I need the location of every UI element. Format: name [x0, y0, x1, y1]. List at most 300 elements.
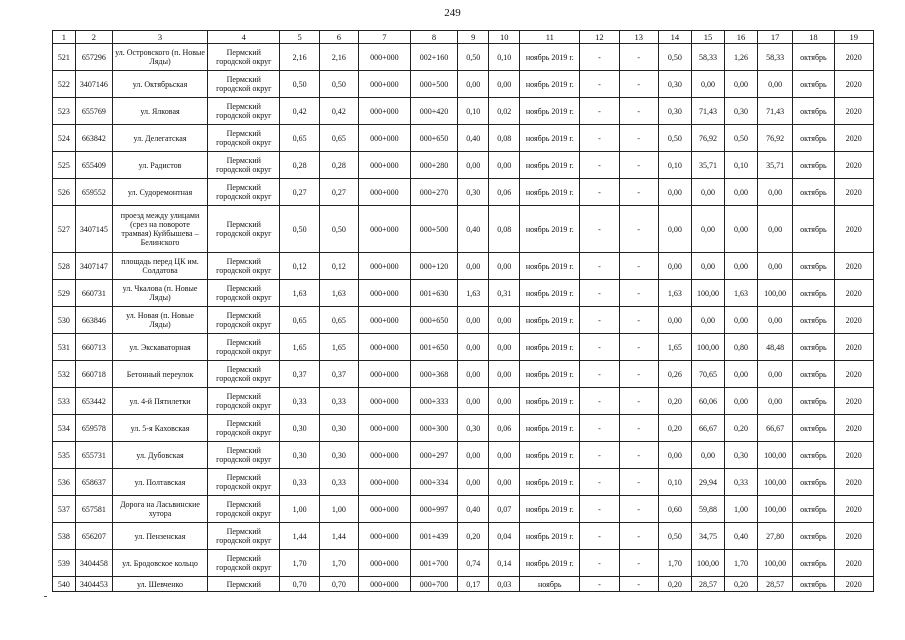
normal-share: 76,92: [691, 125, 724, 152]
due-year: 2020: [834, 469, 873, 496]
inspection-date: ноябрь 2019 г.: [520, 125, 580, 152]
normal-length: 0,20: [658, 388, 691, 415]
row-number: 532: [53, 361, 76, 388]
target-length: 0,80: [724, 334, 757, 361]
due-year: 2020: [834, 152, 873, 179]
repaired-share: 0,00: [489, 388, 520, 415]
table-row: [53, 98, 874, 125]
normal-length: 0,30: [658, 98, 691, 125]
row-number: 525: [53, 152, 76, 179]
column-header: 9: [458, 31, 489, 44]
district-name: Пермский городской округ: [208, 469, 280, 496]
inspection-date: ноябрь 2019 г.: [520, 388, 580, 415]
total-length: 1,65: [280, 334, 319, 361]
road-id: 657581: [75, 496, 112, 523]
target-length: 0,10: [724, 152, 757, 179]
end-km: 000+420: [410, 98, 458, 125]
row-number: 540: [53, 577, 76, 592]
col-12: -: [580, 523, 619, 550]
repaired-length: 0,17: [458, 577, 489, 592]
total-length: 0,30: [280, 442, 319, 469]
start-km: 000+000: [359, 415, 411, 442]
col-12: -: [580, 152, 619, 179]
length-km: 0,30: [319, 415, 358, 442]
col-13: -: [619, 442, 658, 469]
length-km: 0,65: [319, 307, 358, 334]
repaired-share: 0,04: [489, 523, 520, 550]
col-13: -: [619, 361, 658, 388]
target-length: 0,20: [724, 415, 757, 442]
inspection-date: ноябрь 2019 г.: [520, 496, 580, 523]
target-length: 0,40: [724, 523, 757, 550]
repaired-share: 0,03: [489, 577, 520, 592]
end-km: 002+160: [410, 44, 458, 71]
total-length: 0,27: [280, 179, 319, 206]
target-share: 100,00: [758, 280, 793, 307]
col-13: -: [619, 206, 658, 253]
start-km: 000+000: [359, 496, 411, 523]
repaired-length: 0,30: [458, 415, 489, 442]
district-name: Пермский городской округ: [208, 179, 280, 206]
target-share: 28,57: [758, 577, 793, 592]
end-km: 000+297: [410, 442, 458, 469]
normal-length: 0,00: [658, 179, 691, 206]
road-id: 3404453: [75, 577, 112, 592]
col-12: -: [580, 307, 619, 334]
street-name: проезд между улицами (срез на повороте трамвая) Куйбышева – Белинского: [112, 206, 207, 253]
target-length: 0,50: [724, 125, 757, 152]
road-id: 658637: [75, 469, 112, 496]
due-month: октябрь: [793, 280, 834, 307]
target-length: 0,00: [724, 71, 757, 98]
target-share: 0,00: [758, 206, 793, 253]
normal-share: 29,94: [691, 469, 724, 496]
repaired-length: 0,40: [458, 206, 489, 253]
start-km: 000+000: [359, 523, 411, 550]
table-row: [53, 523, 874, 550]
district-name: Пермский городской округ: [208, 71, 280, 98]
normal-share: 100,00: [691, 550, 724, 577]
row-number: 527: [53, 206, 76, 253]
repaired-length: 0,00: [458, 253, 489, 280]
due-year: 2020: [834, 307, 873, 334]
normal-length: 0,20: [658, 577, 691, 592]
col-12: -: [580, 415, 619, 442]
col-13: -: [619, 280, 658, 307]
length-km: 0,27: [319, 179, 358, 206]
normal-length: 0,00: [658, 253, 691, 280]
repaired-share: 0,31: [489, 280, 520, 307]
col-12: -: [580, 334, 619, 361]
length-km: 0,70: [319, 577, 358, 592]
col-13: -: [619, 388, 658, 415]
inspection-date: ноябрь 2019 г.: [520, 361, 580, 388]
table-row: [53, 253, 874, 280]
due-month: октябрь: [793, 125, 834, 152]
normal-share: 0,00: [691, 71, 724, 98]
street-name: ул. Бродовское кольцо: [112, 550, 207, 577]
due-month: октябрь: [793, 415, 834, 442]
district-name: Пермский городской округ: [208, 280, 280, 307]
road-id: 659552: [75, 179, 112, 206]
normal-share: 58,33: [691, 44, 724, 71]
inspection-date: ноябрь 2019 г.: [520, 334, 580, 361]
street-name: ул. Островского (п. Новые Ляды): [112, 44, 207, 71]
length-km: 0,50: [319, 71, 358, 98]
repaired-share: 0,06: [489, 179, 520, 206]
due-year: 2020: [834, 44, 873, 71]
inspection-date: ноябрь 2019 г.: [520, 523, 580, 550]
inspection-date: ноябрь 2019 г.: [520, 71, 580, 98]
start-km: 000+000: [359, 280, 411, 307]
length-km: 0,12: [319, 253, 358, 280]
end-km: 000+333: [410, 388, 458, 415]
length-km: 0,33: [319, 388, 358, 415]
road-id: 653442: [75, 388, 112, 415]
district-name: Пермский городской округ: [208, 496, 280, 523]
street-name: Дорога на Ласьвинские хутора: [112, 496, 207, 523]
end-km: 000+300: [410, 415, 458, 442]
repaired-share: 0,00: [489, 469, 520, 496]
normal-share: 66,67: [691, 415, 724, 442]
col-12: -: [580, 71, 619, 98]
target-share: 0,00: [758, 71, 793, 98]
total-length: 0,30: [280, 415, 319, 442]
total-length: 0,12: [280, 253, 319, 280]
end-km: 000+270: [410, 179, 458, 206]
street-name: ул. Ялковая: [112, 98, 207, 125]
district-name: Пермский городской округ: [208, 388, 280, 415]
total-length: 0,42: [280, 98, 319, 125]
length-km: 0,30: [319, 442, 358, 469]
repaired-length: 0,74: [458, 550, 489, 577]
street-name: ул. Полтавская: [112, 469, 207, 496]
repaired-length: 0,00: [458, 388, 489, 415]
length-km: 1,65: [319, 334, 358, 361]
column-header: 10: [489, 31, 520, 44]
target-length: 0,30: [724, 98, 757, 125]
length-km: 0,33: [319, 469, 358, 496]
street-name: ул. Судоремонтная: [112, 179, 207, 206]
due-year: 2020: [834, 523, 873, 550]
district-name: Пермский: [208, 577, 280, 592]
end-km: 000+334: [410, 469, 458, 496]
district-name: Пермский городской округ: [208, 125, 280, 152]
road-id: 663846: [75, 307, 112, 334]
repaired-length: 0,40: [458, 496, 489, 523]
end-km: 000+997: [410, 496, 458, 523]
target-share: 100,00: [758, 469, 793, 496]
table-row: [53, 361, 874, 388]
end-km: 000+500: [410, 206, 458, 253]
row-number: 524: [53, 125, 76, 152]
road-id: 657296: [75, 44, 112, 71]
due-month: октябрь: [793, 98, 834, 125]
street-name: ул. Пензенская: [112, 523, 207, 550]
normal-length: 0,00: [658, 442, 691, 469]
street-name: ул. Шевченко: [112, 577, 207, 592]
total-length: 0,50: [280, 71, 319, 98]
total-length: 0,70: [280, 577, 319, 592]
col-13: -: [619, 253, 658, 280]
column-header: 2: [75, 31, 112, 44]
table-row: [53, 152, 874, 179]
normal-share: 100,00: [691, 334, 724, 361]
col-13: -: [619, 469, 658, 496]
total-length: 2,16: [280, 44, 319, 71]
street-name: ул. Радистов: [112, 152, 207, 179]
target-share: 0,00: [758, 388, 793, 415]
due-year: 2020: [834, 71, 873, 98]
table-row: [53, 206, 874, 253]
end-km: 000+650: [410, 307, 458, 334]
column-header: 13: [619, 31, 658, 44]
target-share: 58,33: [758, 44, 793, 71]
start-km: 000+000: [359, 577, 411, 592]
due-month: октябрь: [793, 577, 834, 592]
column-header: 1: [53, 31, 76, 44]
end-km: 001+700: [410, 550, 458, 577]
col-13: -: [619, 179, 658, 206]
target-length: 0,30: [724, 442, 757, 469]
target-share: 48,48: [758, 334, 793, 361]
col-13: -: [619, 334, 658, 361]
col-12: -: [580, 179, 619, 206]
column-header: 16: [724, 31, 757, 44]
total-length: 1,63: [280, 280, 319, 307]
street-name: ул. 5-я Каховская: [112, 415, 207, 442]
table-row: [53, 496, 874, 523]
street-name: Бетонный переулок: [112, 361, 207, 388]
table-row: [53, 415, 874, 442]
repaired-length: 0,00: [458, 334, 489, 361]
col-12: -: [580, 469, 619, 496]
repaired-length: 0,00: [458, 307, 489, 334]
normal-share: 0,00: [691, 253, 724, 280]
col-12: -: [580, 496, 619, 523]
end-km: 000+120: [410, 253, 458, 280]
column-header: 6: [319, 31, 358, 44]
row-number: 521: [53, 44, 76, 71]
normal-share: 0,00: [691, 307, 724, 334]
repaired-share: 0,02: [489, 98, 520, 125]
inspection-date: ноябрь 2019 г.: [520, 280, 580, 307]
normal-length: 0,20: [658, 415, 691, 442]
column-header: 7: [359, 31, 411, 44]
length-km: 0,37: [319, 361, 358, 388]
column-header: 4: [208, 31, 280, 44]
target-share: 100,00: [758, 550, 793, 577]
end-km: 001+630: [410, 280, 458, 307]
start-km: 000+000: [359, 550, 411, 577]
end-km: 000+700: [410, 577, 458, 592]
due-month: октябрь: [793, 307, 834, 334]
district-name: Пермский городской округ: [208, 98, 280, 125]
column-header: 5: [280, 31, 319, 44]
inspection-date: ноябрь 2019 г.: [520, 442, 580, 469]
due-month: октябрь: [793, 550, 834, 577]
repaired-length: 0,40: [458, 125, 489, 152]
inspection-date: ноябрь 2019 г.: [520, 469, 580, 496]
length-km: 2,16: [319, 44, 358, 71]
repaired-share: 0,00: [489, 152, 520, 179]
due-month: октябрь: [793, 206, 834, 253]
target-length: 0,00: [724, 253, 757, 280]
total-length: 0,37: [280, 361, 319, 388]
row-number: 526: [53, 179, 76, 206]
due-month: октябрь: [793, 253, 834, 280]
column-header: 11: [520, 31, 580, 44]
table-row: [53, 71, 874, 98]
street-name: ул. Дубовская: [112, 442, 207, 469]
row-number: 533: [53, 388, 76, 415]
col-13: -: [619, 523, 658, 550]
length-km: 1,00: [319, 496, 358, 523]
column-header: 19: [834, 31, 873, 44]
street-name: ул. Экскаваторная: [112, 334, 207, 361]
total-length: 0,65: [280, 307, 319, 334]
target-length: 0,20: [724, 577, 757, 592]
inspection-date: ноябрь 2019 г.: [520, 550, 580, 577]
target-length: 1,00: [724, 496, 757, 523]
due-month: октябрь: [793, 44, 834, 71]
due-year: 2020: [834, 206, 873, 253]
col-13: -: [619, 577, 658, 592]
repaired-share: 0,10: [489, 44, 520, 71]
due-month: октябрь: [793, 361, 834, 388]
row-number: 522: [53, 71, 76, 98]
repaired-length: 0,30: [458, 179, 489, 206]
table-row: [53, 334, 874, 361]
total-length: 1,70: [280, 550, 319, 577]
row-number: 534: [53, 415, 76, 442]
street-name: ул. Делегатская: [112, 125, 207, 152]
table-row: [53, 125, 874, 152]
col-12: -: [580, 98, 619, 125]
length-km: 0,50: [319, 206, 358, 253]
col-12: -: [580, 206, 619, 253]
inspection-date: ноябрь 2019 г.: [520, 152, 580, 179]
road-register-table: [52, 30, 874, 592]
table-row: [53, 179, 874, 206]
normal-length: 0,00: [658, 307, 691, 334]
district-name: Пермский городской округ: [208, 415, 280, 442]
col-12: -: [580, 280, 619, 307]
district-name: Пермский городской округ: [208, 44, 280, 71]
total-length: 0,28: [280, 152, 319, 179]
target-length: 0,33: [724, 469, 757, 496]
row-number: 531: [53, 334, 76, 361]
column-header: 14: [658, 31, 691, 44]
table-row: [53, 388, 874, 415]
due-year: 2020: [834, 125, 873, 152]
length-km: 0,65: [319, 125, 358, 152]
normal-length: 0,26: [658, 361, 691, 388]
col-13: -: [619, 44, 658, 71]
due-month: октябрь: [793, 179, 834, 206]
due-month: октябрь: [793, 442, 834, 469]
target-share: 76,92: [758, 125, 793, 152]
target-share: 100,00: [758, 442, 793, 469]
due-month: октябрь: [793, 523, 834, 550]
start-km: 000+000: [359, 179, 411, 206]
repaired-share: 0,00: [489, 253, 520, 280]
start-km: 000+000: [359, 334, 411, 361]
normal-length: 0,10: [658, 469, 691, 496]
target-share: 0,00: [758, 307, 793, 334]
repaired-length: 1,63: [458, 280, 489, 307]
target-share: 0,00: [758, 361, 793, 388]
road-id: 660713: [75, 334, 112, 361]
col-13: -: [619, 71, 658, 98]
district-name: Пермский городской округ: [208, 307, 280, 334]
table-row: [53, 44, 874, 71]
repaired-share: 0,00: [489, 71, 520, 98]
district-name: Пермский городской округ: [208, 334, 280, 361]
road-id: 3407146: [75, 71, 112, 98]
target-length: 1,63: [724, 280, 757, 307]
repaired-length: 0,10: [458, 98, 489, 125]
due-month: октябрь: [793, 496, 834, 523]
repaired-share: 0,00: [489, 361, 520, 388]
street-name: ул. 4-й Пятилетки: [112, 388, 207, 415]
normal-share: 35,71: [691, 152, 724, 179]
page-number: 249: [444, 7, 461, 19]
normal-length: 0,10: [658, 152, 691, 179]
due-year: 2020: [834, 334, 873, 361]
length-km: 0,42: [319, 98, 358, 125]
total-length: 1,44: [280, 523, 319, 550]
repaired-share: 0,07: [489, 496, 520, 523]
district-name: Пермский городской округ: [208, 523, 280, 550]
row-number: 536: [53, 469, 76, 496]
repaired-length: 0,20: [458, 523, 489, 550]
target-length: 0,00: [724, 206, 757, 253]
col-13: -: [619, 496, 658, 523]
start-km: 000+000: [359, 44, 411, 71]
end-km: 000+500: [410, 71, 458, 98]
normal-share: 0,00: [691, 206, 724, 253]
normal-length: 0,50: [658, 523, 691, 550]
target-share: 35,71: [758, 152, 793, 179]
row-number: 523: [53, 98, 76, 125]
table-row: [53, 280, 874, 307]
road-id: 3407147: [75, 253, 112, 280]
col-13: -: [619, 125, 658, 152]
row-number: 538: [53, 523, 76, 550]
road-id: 655409: [75, 152, 112, 179]
street-name: площадь перед ЦК им. Солдатова: [112, 253, 207, 280]
road-id: 660731: [75, 280, 112, 307]
due-year: 2020: [834, 388, 873, 415]
road-id: 660718: [75, 361, 112, 388]
repaired-share: 0,00: [489, 442, 520, 469]
col-13: -: [619, 98, 658, 125]
target-share: 27,80: [758, 523, 793, 550]
normal-share: 0,00: [691, 442, 724, 469]
normal-length: 1,70: [658, 550, 691, 577]
repaired-share: 0,06: [489, 415, 520, 442]
district-name: Пермский городской округ: [208, 442, 280, 469]
repaired-length: 0,00: [458, 442, 489, 469]
normal-length: 0,50: [658, 125, 691, 152]
repaired-share: 0,00: [489, 307, 520, 334]
start-km: 000+000: [359, 361, 411, 388]
row-number: 529: [53, 280, 76, 307]
start-km: 000+000: [359, 307, 411, 334]
start-km: 000+000: [359, 469, 411, 496]
district-name: Пермский городской округ: [208, 550, 280, 577]
